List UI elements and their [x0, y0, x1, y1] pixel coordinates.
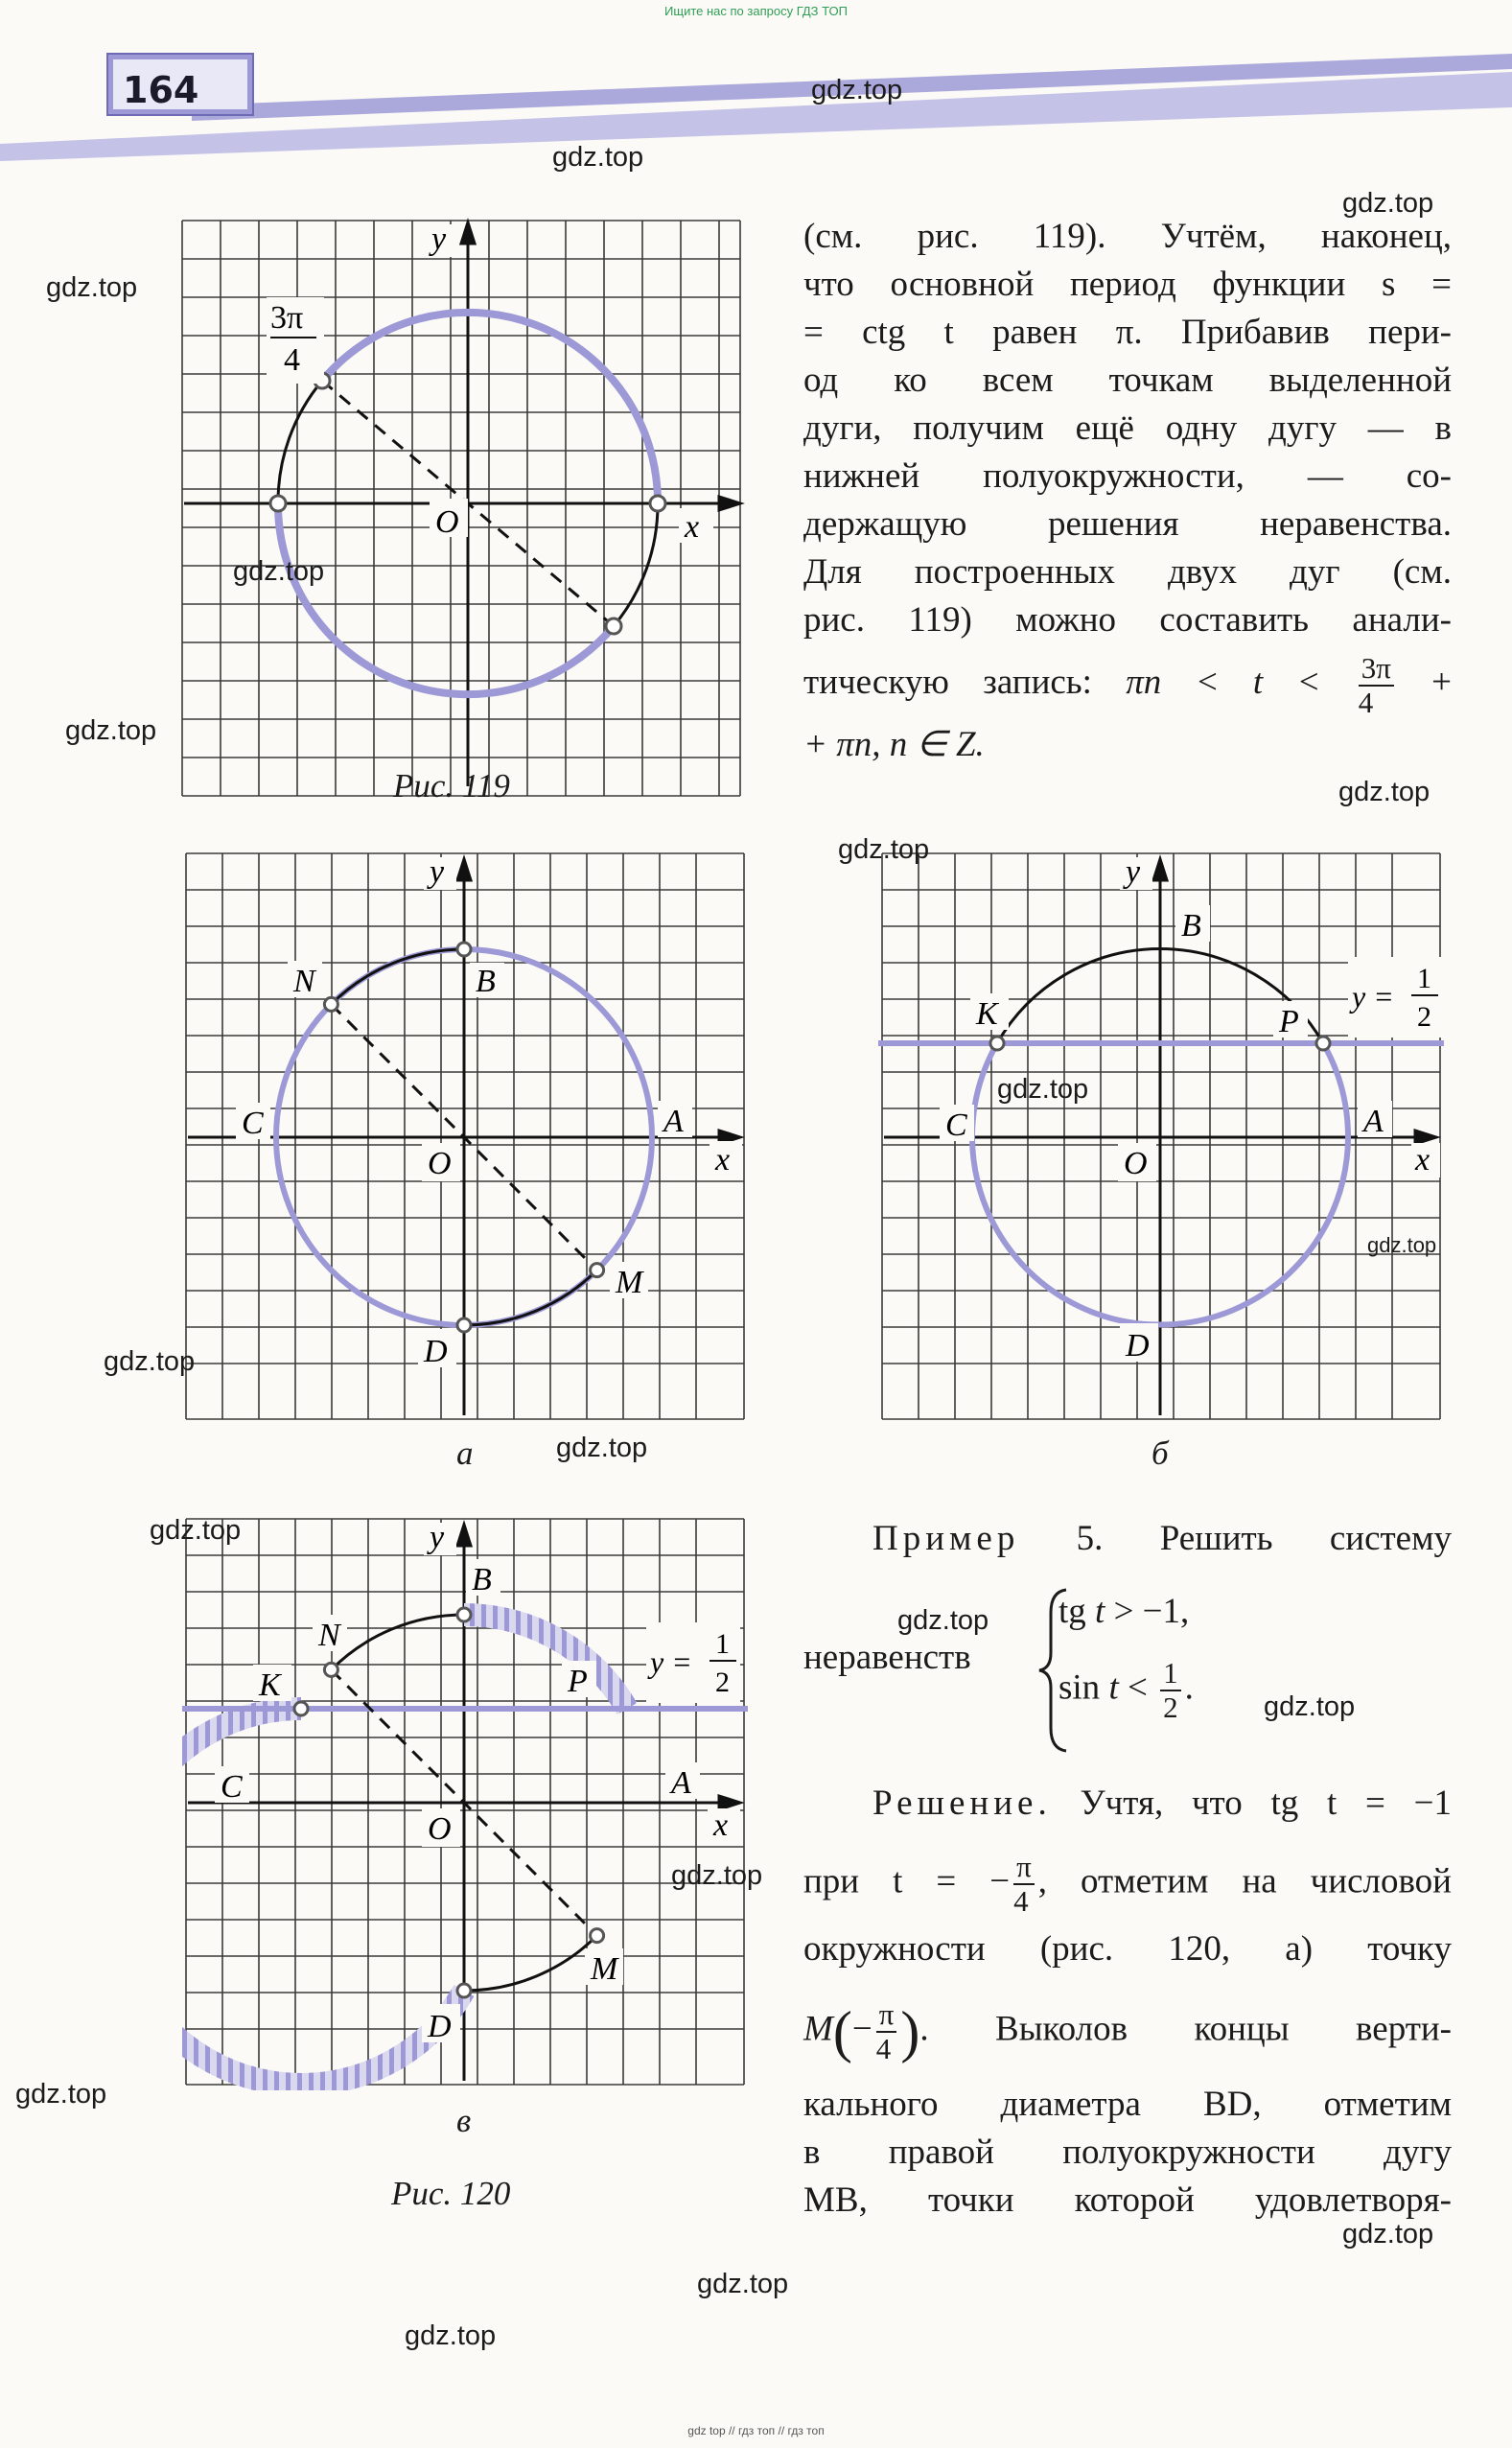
text-line: = ctg t равен π. Прибавив пери- [803, 313, 1452, 352]
arc-black-lower [614, 503, 658, 626]
watermark: gdz.top [697, 2269, 789, 2299]
watermark: gdz.top [997, 1074, 1089, 1105]
label-O: O [428, 1146, 452, 1181]
hatched-arc-region-1 [182, 1709, 464, 2085]
arc-highlight-upper [322, 313, 658, 503]
arc-black [464, 1271, 597, 1325]
watermark: gdz.top [552, 142, 644, 173]
point-P [1316, 1037, 1330, 1050]
label-A: A [663, 1104, 684, 1139]
watermark: gdz.top [46, 272, 138, 303]
watermark: gdz.top [15, 2079, 107, 2110]
caption-fig-120: Рис. 120 [391, 2175, 511, 2212]
label-O: O [1124, 1146, 1148, 1181]
watermark: gdz.top [838, 834, 930, 865]
label-K: K [259, 1667, 281, 1703]
line-eq-num: 1 [715, 1628, 730, 1660]
text-line: дуги, получим ещё одну дугу — в [803, 408, 1452, 448]
point-K [294, 1702, 308, 1715]
label-C: C [242, 1106, 264, 1141]
y-axis-label: y [1126, 854, 1141, 890]
watermark: gdz.top [556, 1433, 648, 1463]
label-N: N [318, 1618, 340, 1653]
label-A: A [1363, 1104, 1384, 1139]
top-search-note: Ищите нас по запросу ГДЗ ТОП [664, 4, 848, 18]
arc-black-lower [464, 1936, 597, 1991]
caption-fig-120b: б [1151, 1434, 1169, 1472]
watermark: gdz.top [1338, 777, 1431, 807]
caption-fig-120a: а [456, 1434, 474, 1472]
label-A: A [671, 1765, 691, 1801]
label-P: P [1279, 1004, 1299, 1039]
figure-119 [174, 211, 769, 815]
caption-fig-119: Рис. 119 [393, 767, 510, 804]
label-D: D [428, 2009, 452, 2044]
point-frac-den: 4 [284, 342, 300, 378]
line-eq-den: 2 [1417, 1001, 1431, 1033]
watermark: gdz.top [897, 1605, 989, 1636]
point-D [457, 1318, 471, 1332]
label-M: M [616, 1265, 643, 1300]
label-B: B [472, 1562, 492, 1597]
point-lower [606, 618, 621, 634]
watermark: gdz.top [233, 556, 325, 587]
watermark: gdz.top [405, 2320, 497, 2351]
example-number: 5. Решить систему [1076, 1519, 1452, 1558]
example-heading: Пример [872, 1519, 1020, 1558]
watermark: gdz.top [150, 1515, 242, 1546]
caption-fig-120v: в [456, 2102, 472, 2139]
watermark: gdz.top [65, 715, 157, 746]
solution-line-4: M(− $\frac{\pi}{4}$ ). Выколов концы верти- [803, 1997, 1452, 2065]
text-line: нижней полуокружности, — со- [803, 456, 1452, 496]
point-K [990, 1037, 1004, 1050]
watermark: gdz.top [671, 1860, 763, 1891]
figure-120v [182, 1515, 757, 2090]
inequality-1: tg t > −1, [1058, 1592, 1190, 1631]
label-B: B [476, 964, 496, 999]
watermark: gdz.top [1367, 1233, 1437, 1257]
point-D [457, 1984, 471, 1997]
inequality-2: sin t < $\frac{1}{2}$ . [1058, 1656, 1194, 1724]
y-axis-label: y [431, 221, 447, 257]
point-B [457, 1608, 471, 1621]
point-N [324, 997, 337, 1011]
x-axis-label: x [715, 1142, 731, 1177]
x-axis-label: x [713, 1807, 729, 1843]
label-D: D [424, 1334, 448, 1369]
figure-120b [878, 850, 1454, 1425]
arc-black [278, 381, 322, 503]
text-line: од ко всем точкам выделенной [803, 361, 1452, 400]
header-ribbon [0, 0, 1512, 163]
bottom-note: gdz top // гдз топ // гдз топ [687, 2424, 825, 2437]
arc-black [331, 1615, 464, 1669]
arc-black-upper [331, 949, 464, 1004]
text-line: (см. рис. 119). Учтём, наконец, [803, 217, 1452, 256]
figure-120a [182, 850, 757, 1425]
solution-heading: Решение. [872, 1784, 1052, 1823]
solution-line-2: при t = − $\frac{\pi}{4}$ , отметим на числовой [803, 1850, 1452, 1918]
label-K: K [976, 996, 998, 1032]
line-eq-den: 2 [715, 1667, 730, 1698]
text-line: Для построенных двух дуг (см. [803, 552, 1452, 592]
solution-rest: кального диаметра BD, отметим в правой полуокружности дугу MB, точки которой удовлетворя- [803, 2085, 1452, 2220]
x-axis-label: x [1415, 1142, 1431, 1177]
point-N [324, 1663, 337, 1676]
label-P: P [568, 1664, 588, 1699]
example-heading-line [872, 1515, 1452, 1563]
solution-line-1: Решение. Учтя, что tg t = −1 [872, 1784, 1453, 1823]
page-number: 164 [123, 69, 199, 111]
point-M [591, 1929, 604, 1943]
text-line: держащую решения неравенства. [803, 504, 1452, 544]
origin-label: O [435, 504, 459, 540]
watermark: gdz.top [811, 75, 903, 105]
text-line: что основной период функции s = [803, 265, 1452, 304]
system-word: неравенств [803, 1638, 971, 1677]
label-B: B [1181, 908, 1201, 944]
paragraph-1 [803, 213, 1452, 769]
point-M [591, 1264, 604, 1277]
label-D: D [1126, 1328, 1150, 1364]
point-right [650, 496, 665, 511]
label-M: M [591, 1951, 618, 1987]
label-C: C [221, 1769, 243, 1805]
point-frac-num: 3π [270, 300, 304, 336]
y-axis-label: y [430, 1520, 445, 1555]
point-left [270, 496, 286, 511]
watermark: gdz.top [104, 1346, 196, 1377]
label-C: C [945, 1107, 967, 1143]
y-axis-label: y [430, 854, 445, 890]
line-eq-label: y = [1352, 979, 1394, 1014]
text-line: рис. 119) можно составить анали- [803, 600, 1452, 640]
formula-fraction: $\frac{3\pi}{4}$ [1359, 652, 1394, 719]
watermark: gdz.top [1342, 2219, 1434, 2250]
watermark: gdz.top [1342, 188, 1434, 219]
label-N: N [293, 964, 315, 999]
formula-line: тическую запись: πn < t < $\frac{3\pi}{4}$ + [803, 650, 1453, 719]
label-O: O [428, 1811, 452, 1847]
x-axis-label: x [685, 509, 700, 545]
solution-line-3: окружности (рис. 120, а) точку [803, 1929, 1452, 1969]
line-eq-num: 1 [1417, 963, 1431, 994]
line-eq-label: y = [650, 1644, 692, 1679]
watermark: gdz.top [1264, 1691, 1356, 1722]
point-B [457, 943, 471, 956]
formula-line-2: + πn, n ∈ Z. [803, 725, 985, 764]
